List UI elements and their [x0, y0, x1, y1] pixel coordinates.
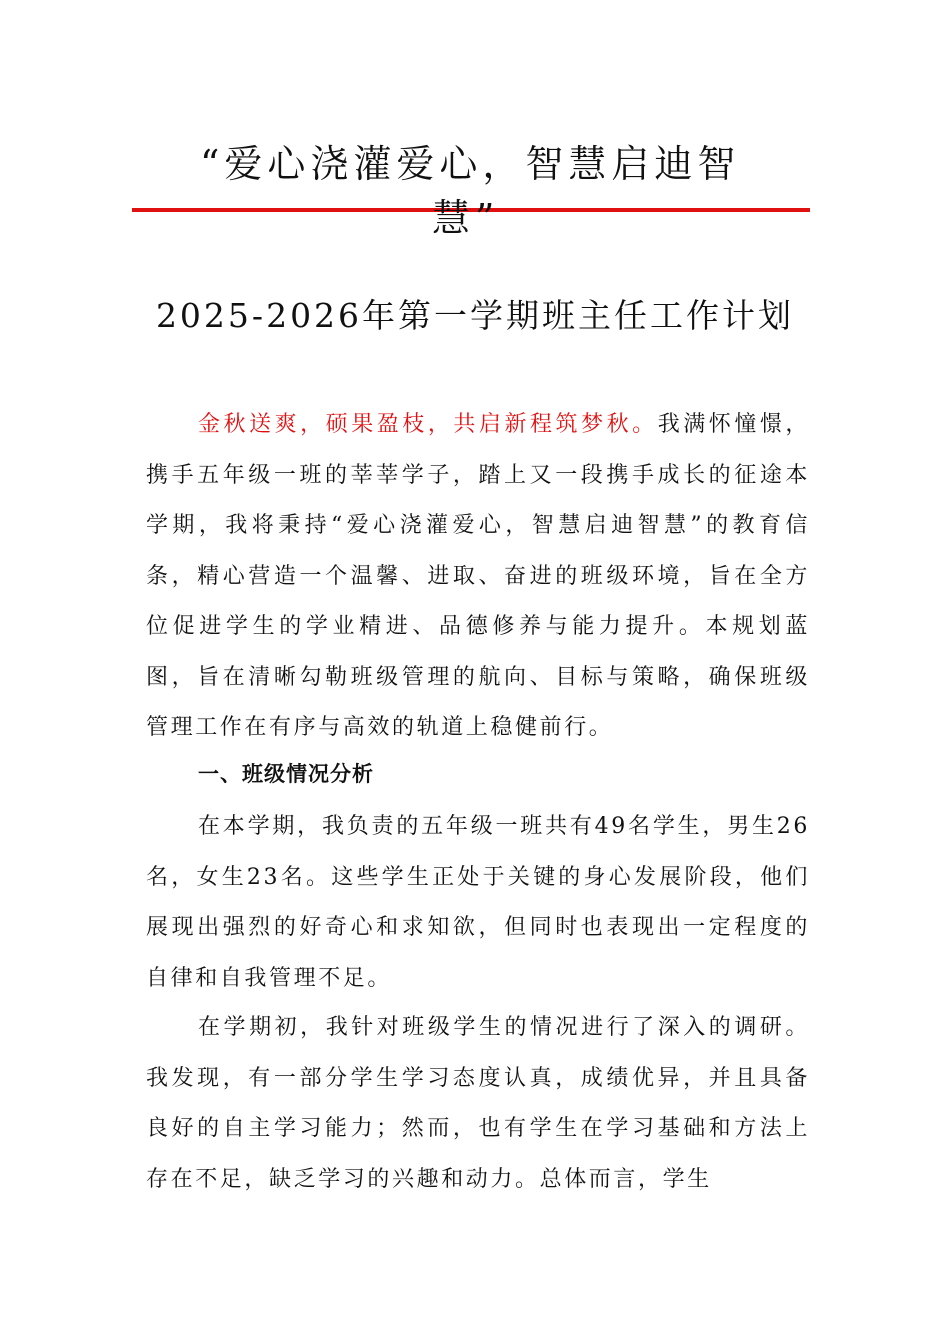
section-paragraph-1: 在本学期，我负责的五年级一班共有49名学生，男生26名，女生23名。这些学生正处于关键的身心发展阶段，他们展现出强烈的好奇心和求知欲，但同时也表现出一定程度的自律和自我管理不足。: [146, 814, 810, 991]
intro-paragraph: [146, 400, 810, 754]
document-title-line1: “爱心浇灌爱心，智慧启迪智: [200, 142, 741, 186]
section-heading: 一、班级情况分析: [198, 762, 374, 786]
intro-accent-text: 金秋送爽，硕果盈枝，共启新程筑梦秋。: [198, 412, 658, 437]
intro-body-text: 我满怀憧憬，携手五年级一班的莘莘学子，踏上又一段携手成长的征途本学期，我将秉持“爱心浇灌爱心，智慧启迪智慧”的教育信条，精心营造一个温馨、进取、奋进的班级环境，旨在全方位促进学生的学业精进、品德修养与能力提升。本规划蓝图，旨在清晰勾勒班级管理的航向、目标与策略，确保班级管理工作在有序与高效的轨道上稳健前行。: [146, 412, 810, 740]
document-subtitle: 2025-2026年第一学期班主任工作计划: [155, 296, 795, 335]
section-paragraph-2: 在学期初，我针对班级学生的情况进行了深入的调研。我发现，有一部分学生学习态度认真，成绩优异，并且具备良好的自主学习能力；然而，也有学生在学习基础和方法上存在不足，缺乏学习的兴趣和动力。总体而言，学生: [146, 1015, 810, 1192]
document-title-line2: 慧”: [432, 196, 500, 240]
